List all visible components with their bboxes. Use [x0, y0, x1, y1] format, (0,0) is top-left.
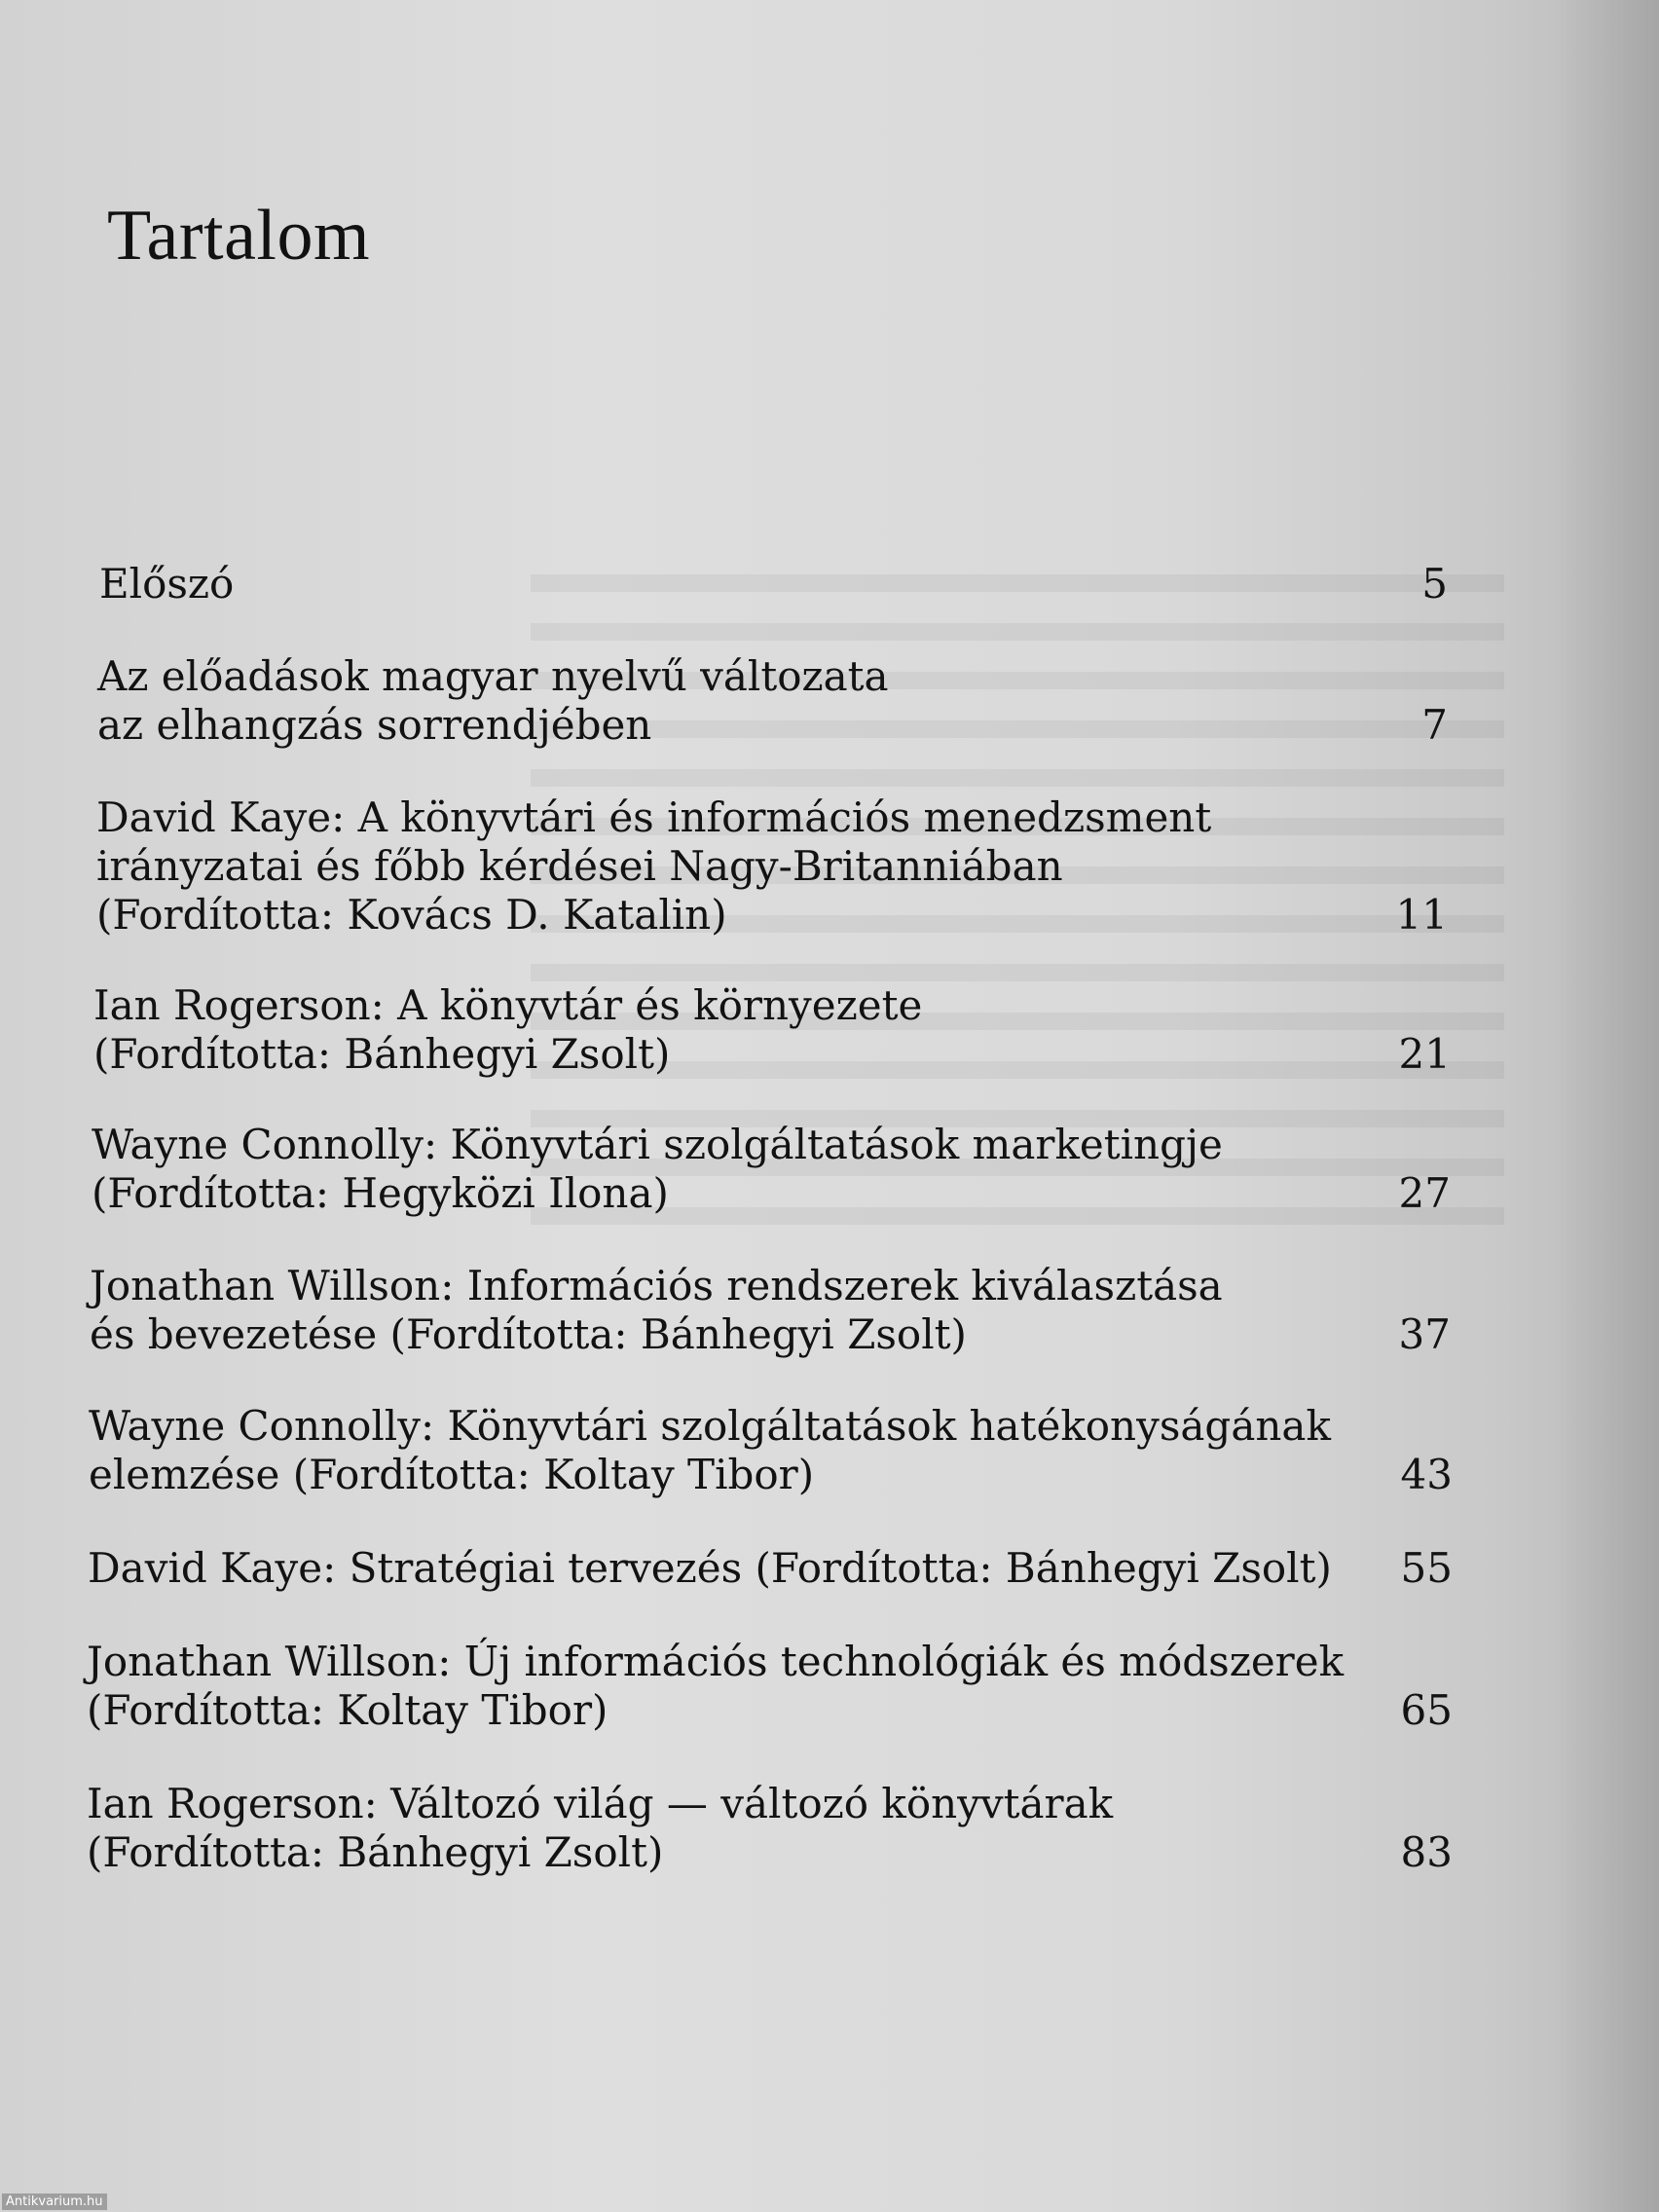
toc-entry: [89, 1402, 1453, 1499]
toc-entry: [96, 793, 1448, 940]
toc-entry-title: [88, 1544, 1453, 1593]
toc-entry: [99, 560, 1448, 608]
toc-entry-line: Wayne Connolly: Könyvtári szolgáltatások hatékonyságának: [89, 1402, 1331, 1450]
toc-entry-line: David Kaye: Stratégiai tervezés (Fordította: Bánhegyi Zsolt): [88, 1544, 1332, 1592]
toc-entry-line: Jonathan Willson: Információs rendszerek kiválasztása: [90, 1262, 1223, 1309]
toc-entry: [92, 1121, 1451, 1218]
toc-entry-line: az elhangzás sorrendjében: [97, 701, 652, 749]
toc-entry-line: és bevezetése (Fordította: Bánhegyi Zsolt): [90, 1310, 967, 1358]
toc-page-number: 83: [1400, 1828, 1453, 1876]
toc-page-number: 37: [1398, 1310, 1451, 1358]
toc-page-number: 5: [1421, 560, 1448, 608]
toc-entry: [87, 1780, 1453, 1877]
toc-page-number: 65: [1400, 1686, 1453, 1734]
toc-entry-line: Wayne Connolly: Könyvtári szolgáltatások marketingje: [92, 1121, 1223, 1168]
toc-entry-title: [96, 793, 1448, 940]
toc-entry-line: David Kaye: A könyvtári és információs menedzsment: [96, 793, 1212, 841]
toc-entry-title: [87, 1638, 1453, 1735]
toc-page-number: 21: [1398, 1030, 1451, 1078]
page-title: Tartalom: [107, 196, 371, 276]
toc-entry: [87, 1638, 1453, 1735]
toc-entry-line: (Fordította: Bánhegyi Zsolt): [93, 1030, 671, 1078]
toc-entry: [88, 1544, 1453, 1593]
toc-entry-title: [93, 981, 1451, 1079]
toc-entry-line: Ian Rogerson: A könyvtár és környezete: [93, 981, 923, 1029]
toc-entry-title: [90, 1262, 1451, 1359]
toc-page-number: 7: [1421, 701, 1448, 749]
toc-page-number: 27: [1398, 1169, 1451, 1217]
toc-entry: [97, 652, 1448, 750]
toc-entry-line: Előszó: [99, 560, 235, 608]
toc-entry-line: Az előadások magyar nyelvű változata: [97, 652, 889, 700]
toc-entry-line: (Fordította: Bánhegyi Zsolt): [87, 1828, 664, 1876]
toc-page-number: 43: [1400, 1451, 1453, 1498]
toc-entry-line: Ian Rogerson: Változó világ — változó könyvtárak: [87, 1780, 1114, 1827]
toc-entry-line: (Fordította: Kovács D. Katalin): [96, 891, 727, 939]
toc-entry-line: irányzatai és főbb kérdései Nagy-Britanniában: [96, 842, 1063, 890]
toc-page-number: 55: [1400, 1544, 1453, 1592]
toc-page-number: 11: [1395, 891, 1448, 939]
toc-entry-title: [97, 652, 1448, 750]
toc-entry-line: (Fordította: Koltay Tibor): [87, 1686, 608, 1734]
toc-entry-line: elemzése (Fordította: Koltay Tibor): [89, 1451, 815, 1498]
toc-entry: [93, 981, 1451, 1079]
toc-entry-title: [99, 560, 1448, 608]
toc-entry-title: [89, 1402, 1453, 1499]
toc-entry-title: [92, 1121, 1451, 1218]
toc-entry-line: (Fordította: Hegyközi Ilona): [92, 1169, 669, 1217]
toc-entry-line: Jonathan Willson: Új információs technológiák és módszerek: [87, 1638, 1345, 1685]
toc-entry: [90, 1262, 1451, 1359]
watermark: Antikvarium.hu: [2, 2194, 107, 2210]
toc-entry-title: [87, 1780, 1453, 1877]
